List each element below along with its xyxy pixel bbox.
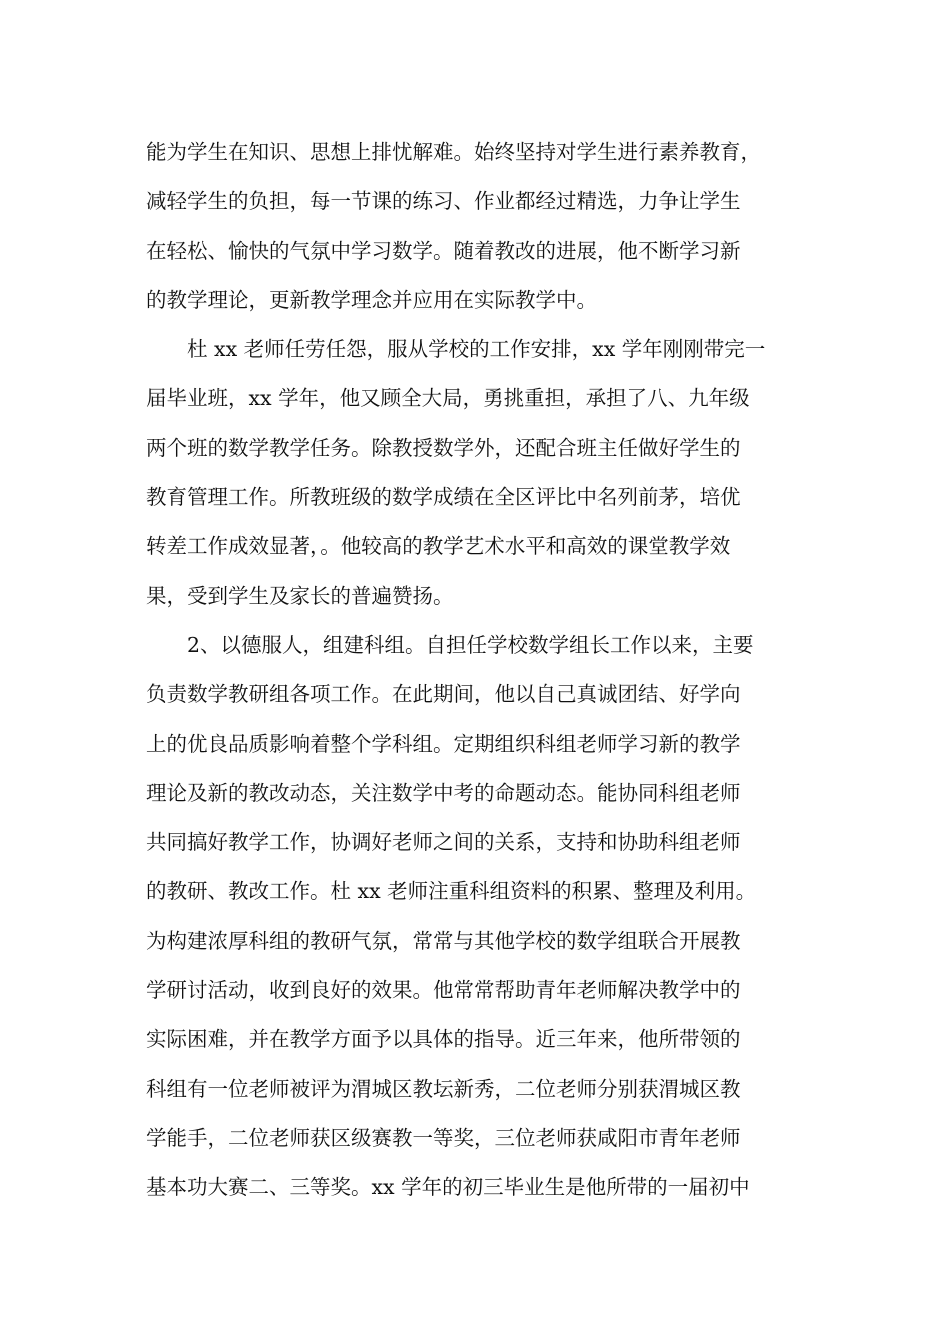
paragraph xyxy=(146,621,806,1213)
text-line: 学研讨活动，收到良好的效果。他常常帮助青年老师解决教学中的 xyxy=(146,978,741,1003)
text-line: 的教研、教改工作。杜 xx 老师注重科组资料的积累、整理及利用。 xyxy=(146,879,757,904)
text-line: 基本功大赛二、三等奖。xx 学年的初三毕业生是他所带的一届初中 xyxy=(146,1175,750,1200)
text-line: 能为学生在知识、思想上排忧解难。始终坚持对学生进行素养教育， xyxy=(146,140,761,164)
text-line: 的教学理论，更新教学理念并应用在实际教学中。 xyxy=(146,287,597,312)
text-line: 杜 xx 老师任劳任怨，服从学校的工作安排，xx 学年刚刚带完一 xyxy=(187,337,766,362)
text-line: 届毕业班，xx 学年，他又顾全大局，勇挑重担，承担了八、九年级 xyxy=(146,386,750,411)
text-line: 两个班的数学教学任务。除教授数学外，还配合班主任做好学生的 xyxy=(146,435,741,460)
text-line: 上的优良品质影响着整个学科组。定期组织科组老师学习新的教学 xyxy=(146,731,741,756)
text-line: 理论及新的教改动态，关注数学中考的命题动态。能协同科组老师 xyxy=(146,780,741,805)
document-body xyxy=(146,128,806,1213)
text-line: 果，受到学生及家长的普遍赞扬。 xyxy=(146,583,454,608)
text-line: 转差工作成效显著，。他较高的教学艺术水平和高效的课堂教学效 xyxy=(146,534,731,559)
text-line: 教育管理工作。所教班级的数学成绩在全区评比中名列前茅，培优 xyxy=(146,485,741,510)
text-line: 科组有一位老师被评为渭城区教坛新秀，二位老师分别获渭城区教 xyxy=(146,1076,741,1101)
paragraph xyxy=(146,325,806,621)
text-line: 在轻松、愉快的气氛中学习数学。随着教改的进展，他不断学习新 xyxy=(146,238,741,263)
text-line: 实际困难，并在教学方面予以具体的指导。近三年来，他所带领的 xyxy=(146,1027,741,1052)
text-line: 减轻学生的负担，每一节课的练习、作业都经过精选，力争让学生 xyxy=(146,189,741,214)
text-line: 学能手，二位老师获区级赛教一等奖，三位老师获咸阳市青年老师 xyxy=(146,1125,741,1150)
text-line: 2、以德服人，组建科组。自担任学校数学组长工作以来，主要 xyxy=(187,632,754,657)
text-line: 共同搞好教学工作，协调好老师之间的关系，支持和协助科组老师 xyxy=(146,830,741,855)
text-line: 负责数学教研组各项工作。在此期间，他以自己真诚团结、好学向 xyxy=(146,682,741,707)
text-line: 为构建浓厚科组的教研气氛，常常与其他学校的数学组联合开展教 xyxy=(146,928,741,953)
paragraph xyxy=(146,128,806,325)
